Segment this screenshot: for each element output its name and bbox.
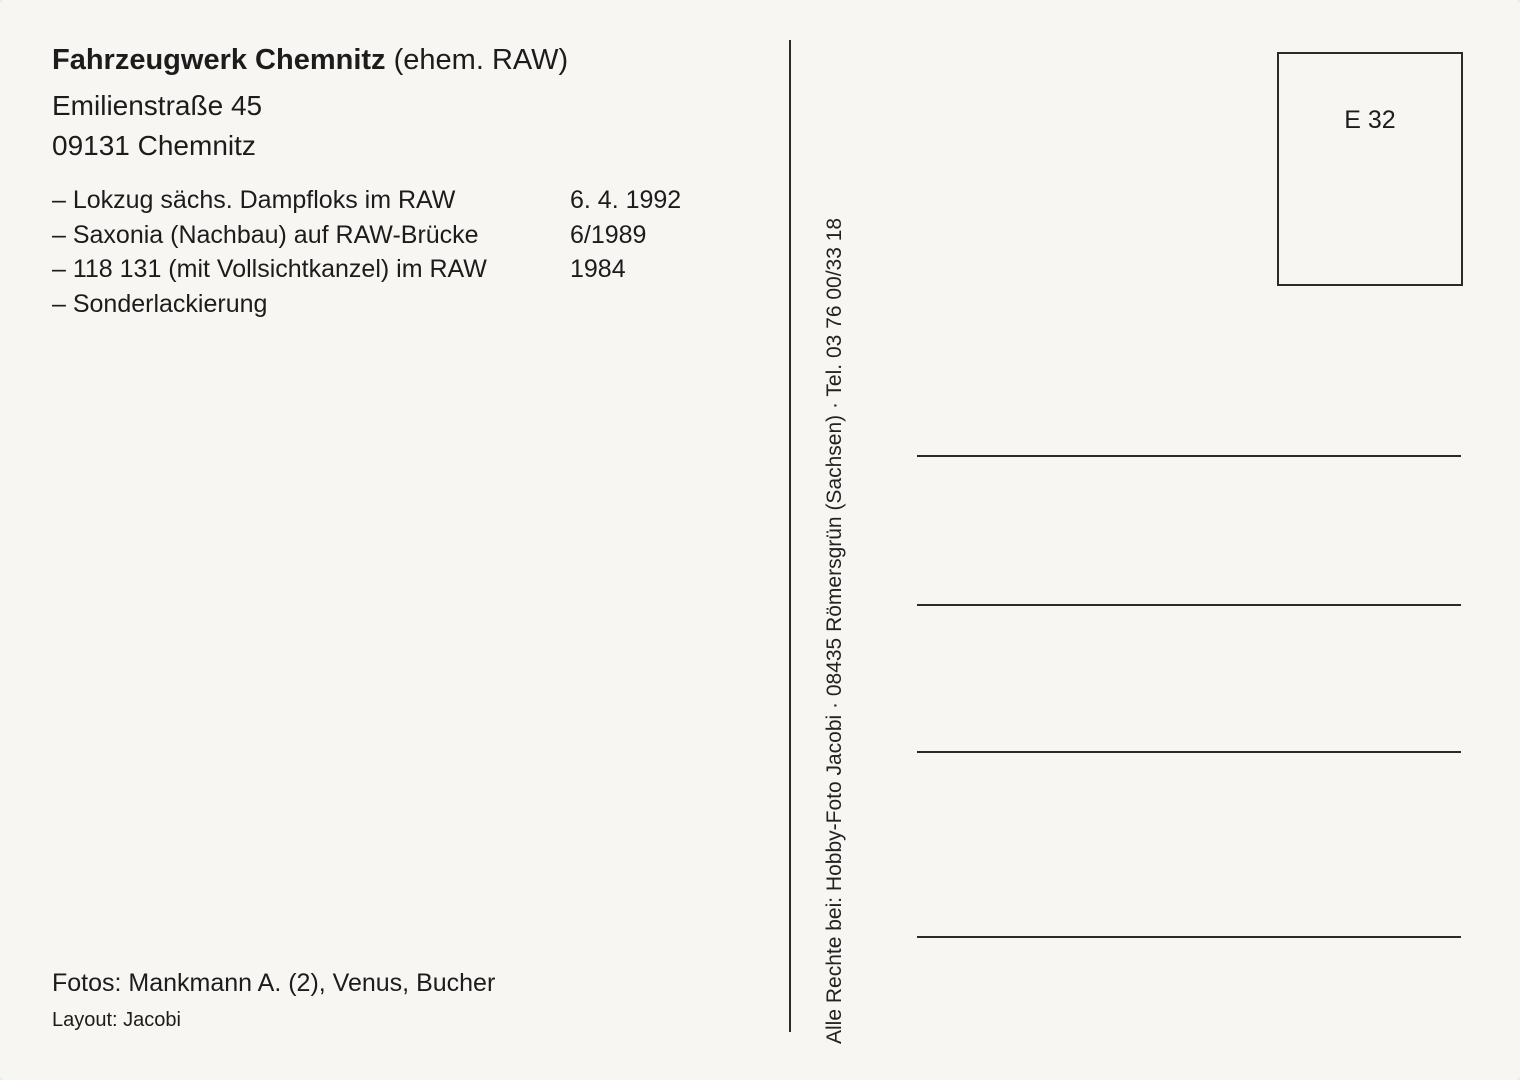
layout-credit: Layout: Jacobi: [52, 1009, 181, 1031]
street-address: Emilienstraße 45: [52, 90, 263, 121]
stamp-label: E 32: [1344, 106, 1396, 134]
caption-text: – Saxonia (Nachbau) auf RAW-Brücke: [52, 220, 479, 249]
caption-text: – Sonderlackierung: [52, 289, 268, 318]
address-line: [917, 604, 1461, 606]
stamp-box: [1277, 52, 1463, 286]
caption-date: 1984: [570, 255, 626, 283]
company-name: Fahrzeugwerk Chemnitz: [52, 44, 386, 76]
caption-row: [52, 290, 732, 325]
caption-date: 6. 4. 1992: [570, 186, 682, 214]
company-suffix: (ehem. RAW): [393, 44, 569, 76]
address-line: [917, 751, 1461, 753]
photo-credits: Fotos: Mankmann A. (2), Venus, Bucher: [52, 969, 496, 997]
center-divider: [789, 40, 791, 1032]
city-address: 09131 Chemnitz: [52, 130, 256, 161]
caption-row: [52, 255, 732, 290]
caption-date: 6/1989: [570, 220, 647, 249]
caption-text: – Lokzug sächs. Dampfloks im RAW: [52, 186, 456, 214]
caption-row: [52, 221, 732, 256]
rights-notice: Alle Rechte bei: Hobby-Foto Jacobi · 08435 Römersgrün (Sachsen) · Tel. 03 76 00/33 18: [823, 217, 846, 1044]
publisher-title: [52, 44, 568, 77]
caption-row: [52, 186, 732, 221]
address-line: [917, 936, 1461, 938]
caption-text: – 118 131 (mit Vollsichtkanzel) im RAW: [52, 255, 487, 283]
photo-captions: [52, 186, 732, 324]
address-line: [917, 455, 1461, 457]
